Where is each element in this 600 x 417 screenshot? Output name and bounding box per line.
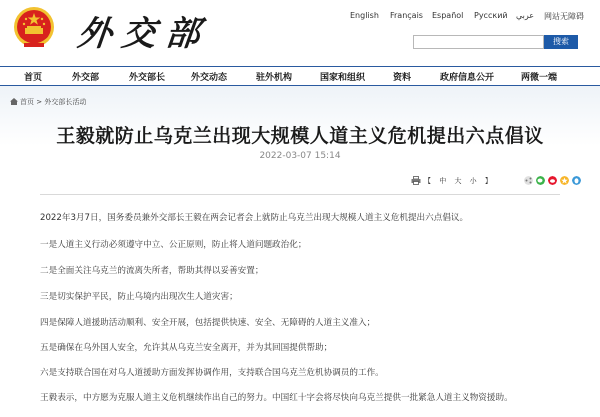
weibo-share-icon[interactable] xyxy=(548,176,557,185)
article-paragraph: 六是支持联合国在对乌人道援助方面发挥协调作用，支持联合国乌克兰危机协调员的工作。 xyxy=(40,368,384,378)
lang-russian-link[interactable]: Русский xyxy=(474,11,508,20)
main-nav xyxy=(0,66,600,86)
content-divider xyxy=(40,194,560,195)
language-bar xyxy=(348,11,598,25)
wechat-share-icon[interactable] xyxy=(536,176,545,185)
nav-item-missions-abroad[interactable]: 驻外机构 xyxy=(256,73,293,83)
nav-item-gov-info[interactable]: 政府信息公开 xyxy=(440,73,495,83)
share-icon[interactable] xyxy=(524,176,533,185)
national-emblem-icon[interactable] xyxy=(12,5,56,51)
nav-item-ministry[interactable]: 外交部 xyxy=(72,73,100,83)
article-toolbar xyxy=(0,176,600,188)
print-icon[interactable] xyxy=(411,176,421,185)
article-paragraph: 三是切实保护平民，防止乌境内出现次生人道灾害； xyxy=(40,292,238,302)
search-input[interactable] xyxy=(413,35,544,49)
article-paragraph: 五是确保在乌外国人安全，允许其从乌克兰安全离开，并为其回国提供帮助； xyxy=(40,343,333,353)
home-icon xyxy=(10,98,18,105)
nav-item-resources[interactable]: 资料 xyxy=(393,73,412,83)
article-paragraph: 四是保障人道援助活动顺利、安全开展，包括提供快速、安全、无障碍的人道主义准入； xyxy=(40,318,376,328)
article-paragraph: 王毅表示，中方愿为克服人道主义危机继续作出自己的努力。中国红十字会将尽快向乌克兰提供一批紧急人道主义物资援助。 xyxy=(40,393,513,403)
article-paragraph: 二是全面关注乌克兰的流离失所者，帮助其得以妥善安置； xyxy=(40,266,264,276)
breadcrumb-section-link[interactable]: 外交部长活动 xyxy=(44,98,87,106)
nav-item-social-media[interactable]: 两微一端 xyxy=(521,73,558,83)
nav-item-countries-orgs[interactable]: 国家和组织 xyxy=(320,73,366,83)
breadcrumb xyxy=(10,97,86,107)
lang-english-link[interactable]: English xyxy=(350,11,379,20)
accessibility-link[interactable]: 网站无障碍 xyxy=(544,12,584,21)
article-date: 2022-03-07 15:14 xyxy=(259,151,341,161)
lang-spanish-link[interactable]: Español xyxy=(432,11,464,20)
lang-french-link[interactable]: Français xyxy=(390,11,423,20)
qq-share-icon[interactable] xyxy=(572,176,581,185)
article-paragraph: 2022年3月7日，国务委员兼外交部长王毅在两会记者会上就防止乌克兰出现大规模人道主义危机提出六点倡议。 xyxy=(40,213,469,223)
site-logo-text[interactable]: 外交部 xyxy=(75,14,212,54)
lang-arabic-link[interactable]: عربي xyxy=(516,11,535,20)
nav-item-diplomatic-news[interactable]: 外交动态 xyxy=(191,73,228,83)
site-header xyxy=(0,0,600,66)
nav-item-minister[interactable]: 外交部长 xyxy=(129,73,166,83)
breadcrumb-separator: > xyxy=(36,98,43,106)
article-title: 王毅就防止乌克兰出现大规模人道主义危机提出六点倡议 xyxy=(56,125,544,147)
nav-item-home[interactable]: 首页 xyxy=(24,73,43,83)
breadcrumb-home-link[interactable]: 首页 xyxy=(20,98,34,106)
font-size-switcher[interactable]: 【 中 大 小 】 xyxy=(424,177,495,185)
qzone-share-icon[interactable] xyxy=(560,176,569,185)
article-paragraph: 一是人道主义行动必须遵守中立、公正原则，防止将人道问题政治化； xyxy=(40,240,307,250)
search-button[interactable]: 搜索 xyxy=(544,35,578,49)
